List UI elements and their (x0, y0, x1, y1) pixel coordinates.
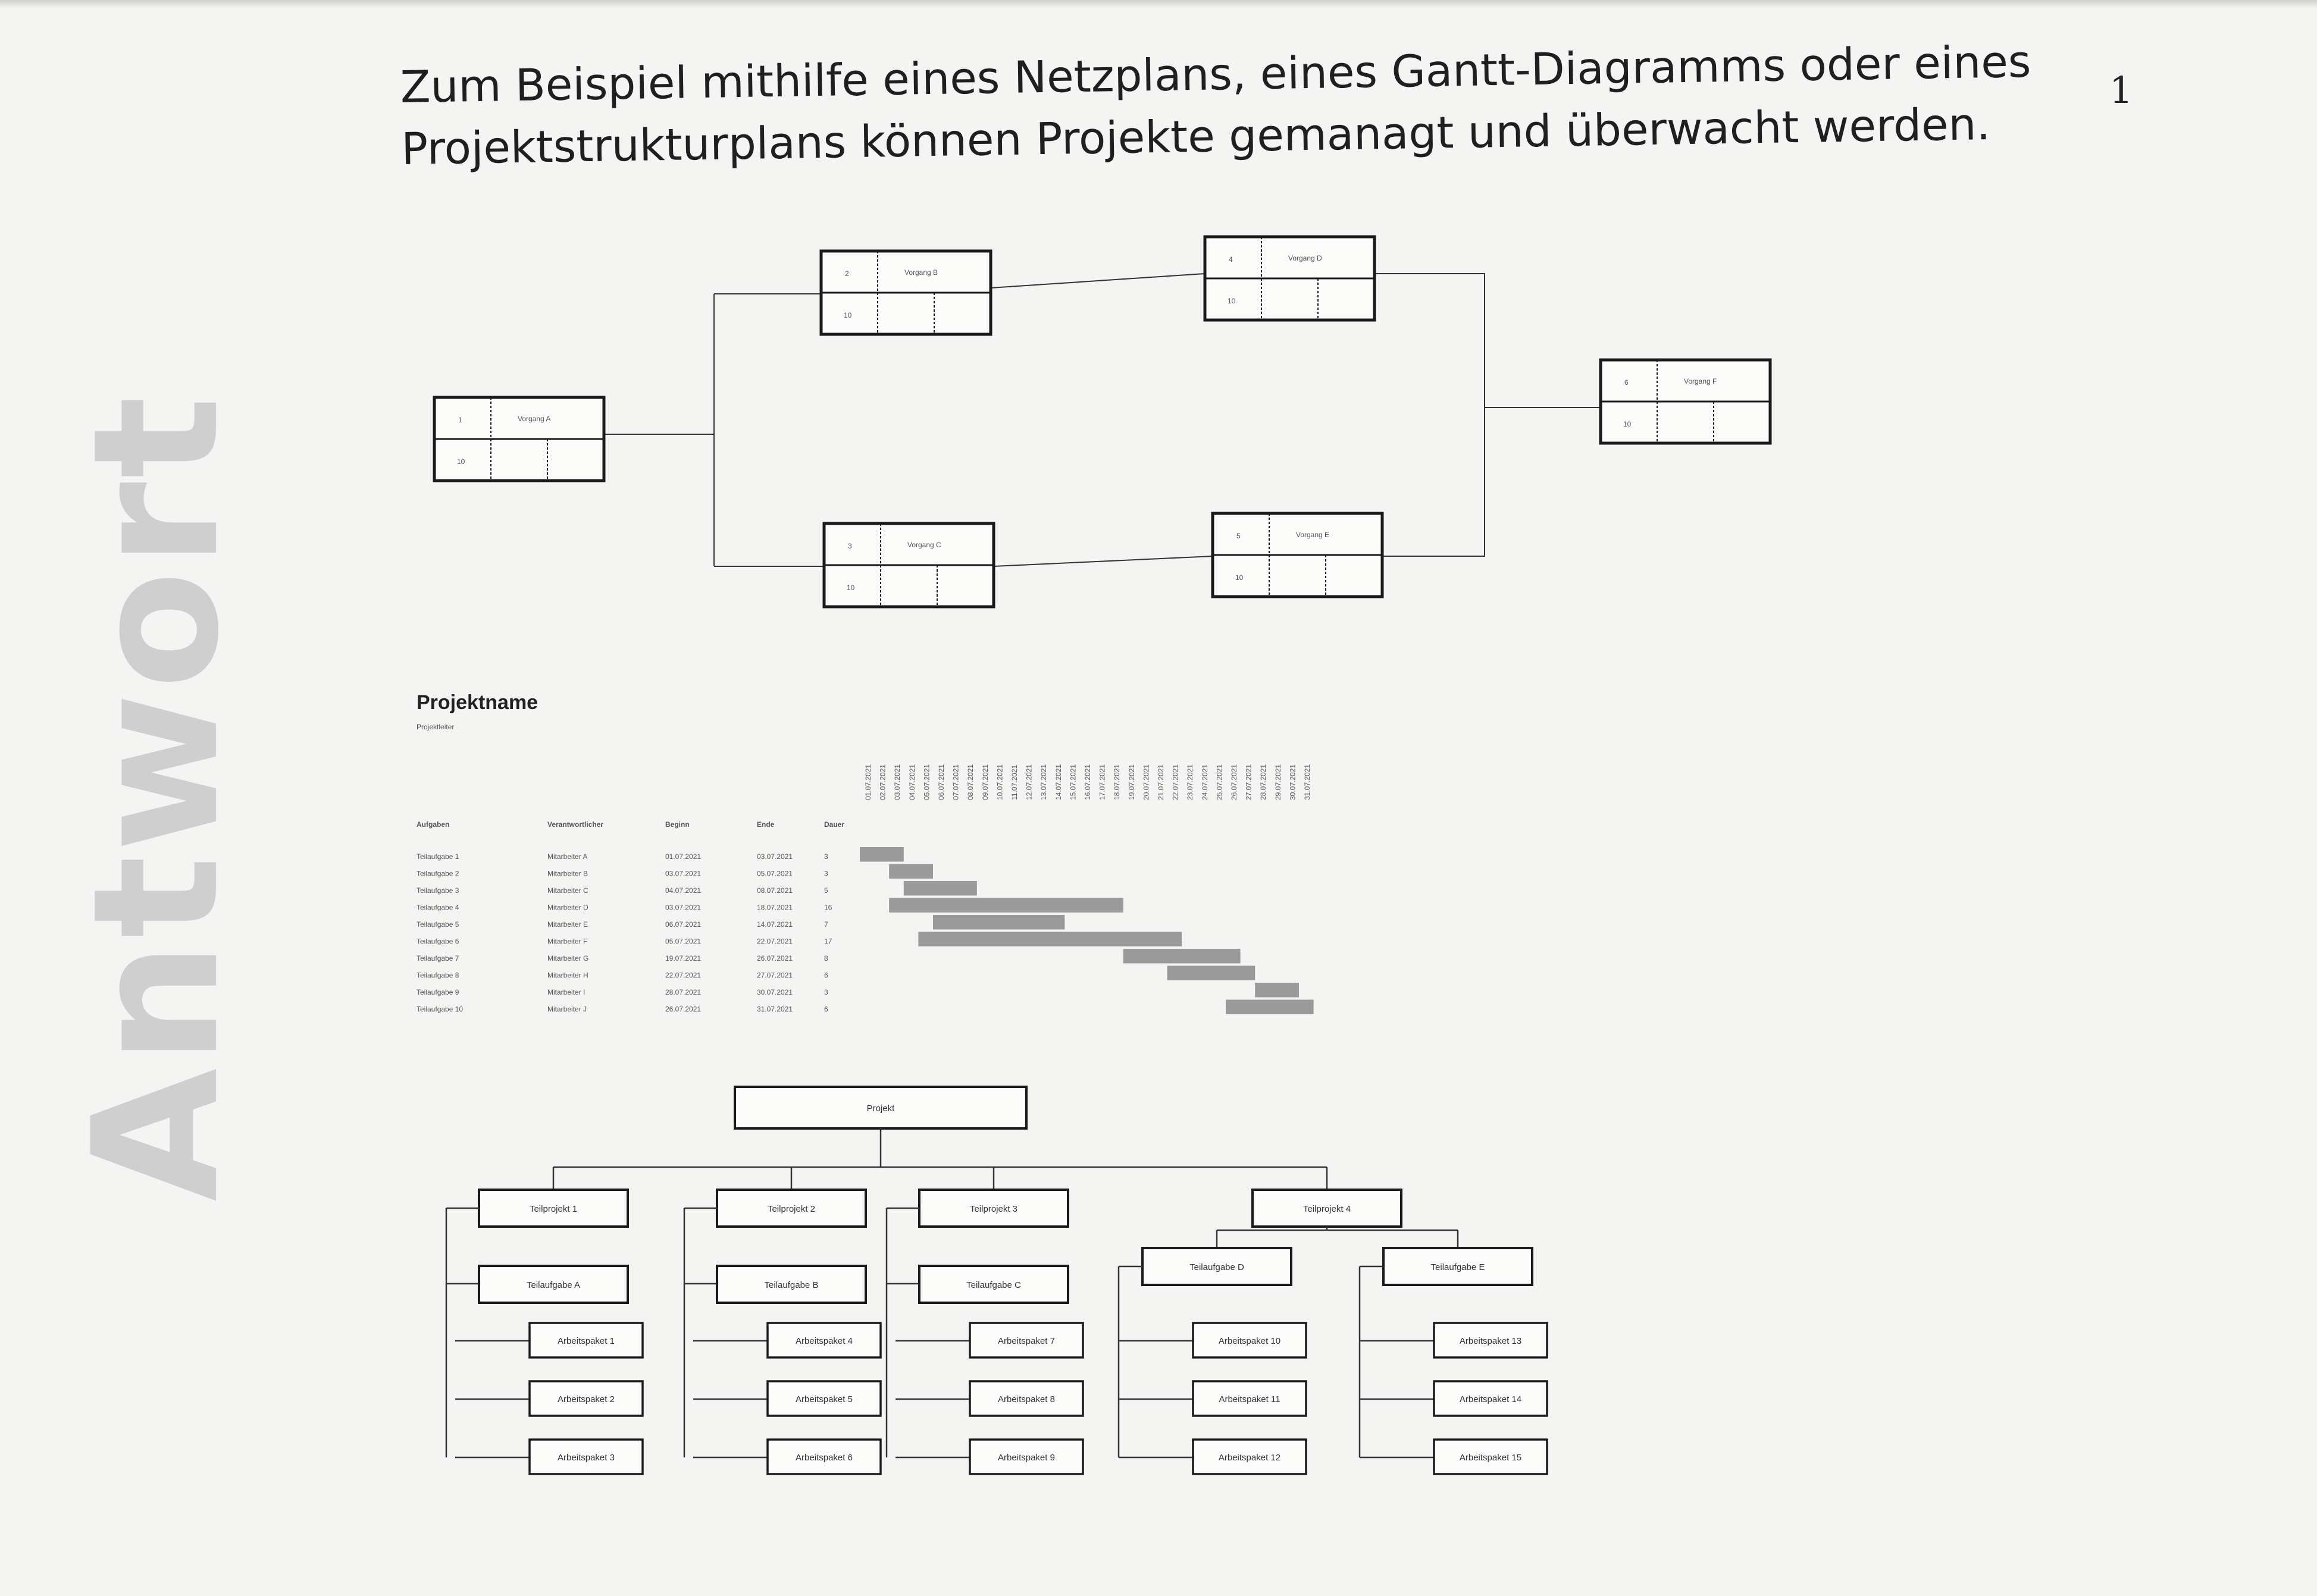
network-node-number: 4 (1229, 255, 1233, 264)
network-node-label: Vorgang B (904, 268, 938, 277)
network-node-number: 3 (848, 542, 852, 550)
structure-work-package (1434, 1440, 1547, 1474)
gantt-task-end: 05.07.2021 (757, 869, 793, 878)
structure-subproject-label: Teilprojekt 2 (767, 1204, 816, 1214)
answer-text-line-2: Projektstrukturplans können Projekte gemanagt und überwacht werden. (400, 99, 1991, 175)
structure-work-package (970, 1381, 1083, 1416)
gantt-title: Projektname (417, 691, 538, 714)
structure-subproject (1253, 1190, 1401, 1227)
structure-work-package (1434, 1381, 1547, 1416)
gantt-task-name: Teilaufgabe 7 (417, 954, 459, 962)
gantt-task-duration: 5 (824, 886, 828, 895)
structure-work-package-label: Arbeitspaket 7 (998, 1336, 1055, 1346)
gantt-task-name: Teilaufgabe 10 (417, 1005, 464, 1014)
gantt-task-owner: Mitarbeiter B (547, 869, 588, 878)
structure-work-package-label: Arbeitspaket 1 (558, 1336, 615, 1346)
gantt-task-start: 26.07.2021 (665, 1005, 702, 1014)
gantt-date-label: 13.07.2021 (1039, 764, 1048, 800)
gantt-task-duration: 3 (824, 852, 828, 861)
gantt-task-start: 03.07.2021 (665, 903, 702, 912)
structure-work-package-label: Arbeitspaket 10 (1218, 1336, 1281, 1346)
structure-work-package (768, 1440, 881, 1474)
structure-work-package (530, 1440, 643, 1474)
network-node-duration: 10 (1235, 573, 1244, 582)
gantt-date-label: 01.07.2021 (864, 764, 872, 800)
gantt-date-label: 19.07.2021 (1127, 764, 1136, 800)
gantt-date-label: 17.07.2021 (1098, 764, 1107, 800)
structure-task-label: Teilaufgabe D (1189, 1262, 1244, 1272)
network-node-duration: 10 (457, 457, 465, 466)
gantt-task-duration: 8 (824, 954, 828, 962)
gantt-column-header: Ende (757, 820, 775, 829)
gantt-task-end: 31.07.2021 (757, 1005, 793, 1014)
gantt-date-label: 02.07.2021 (878, 764, 887, 800)
structure-work-package (530, 1381, 643, 1416)
structure-work-package-label: Arbeitspaket 3 (558, 1453, 615, 1463)
gantt-task-duration: 7 (824, 920, 828, 929)
gantt-task-name: Teilaufgabe 1 (417, 852, 459, 861)
structure-work-package (1434, 1323, 1547, 1357)
gantt-task-start: 19.07.2021 (665, 954, 702, 962)
gantt-column-header: Beginn (665, 820, 690, 829)
gantt-date-label: 05.07.2021 (922, 764, 931, 800)
gantt-date-label: 30.07.2021 (1288, 764, 1297, 800)
gantt-date-label: 26.07.2021 (1230, 764, 1238, 800)
gantt-task-owner: Mitarbeiter A (547, 852, 588, 861)
structure-subproject-label: Teilprojekt 1 (529, 1204, 578, 1214)
structure-work-package (970, 1323, 1083, 1357)
gantt-task-start: 28.07.2021 (665, 988, 702, 996)
gantt-task-owner: Mitarbeiter F (547, 937, 588, 946)
structure-subproject-label: Teilprojekt 4 (1302, 1204, 1351, 1214)
answer-side-label: Antwort (57, 392, 257, 1202)
structure-subproject (479, 1190, 628, 1227)
network-node-number: 6 (1624, 378, 1629, 387)
structure-work-package-label: Arbeitspaket 8 (998, 1394, 1055, 1404)
gantt-task-name: Teilaufgabe 9 (417, 988, 459, 996)
structure-subproject-label: Teilprojekt 3 (969, 1204, 1018, 1214)
gantt-task-name: Teilaufgabe 5 (417, 920, 459, 929)
gantt-date-label: 21.07.2021 (1157, 764, 1165, 800)
structure-work-package (530, 1323, 643, 1357)
gantt-date-label: 03.07.2021 (893, 764, 902, 800)
network-node-label: Vorgang D (1288, 254, 1322, 262)
gantt-date-label: 07.07.2021 (951, 764, 960, 800)
gantt-task-name: Teilaufgabe 3 (417, 886, 459, 895)
gantt-task-start: 22.07.2021 (665, 971, 702, 980)
gantt-date-label: 14.07.2021 (1054, 764, 1063, 800)
gantt-date-label: 09.07.2021 (981, 764, 990, 800)
gantt-date-label: 06.07.2021 (937, 764, 945, 800)
page-number: 1 (2109, 68, 2133, 112)
gantt-task-end: 18.07.2021 (757, 903, 793, 912)
structure-work-package (1193, 1440, 1306, 1474)
structure-root (735, 1087, 1026, 1128)
network-node-label: Vorgang E (1296, 531, 1330, 539)
gantt-date-label: 11.07.2021 (1010, 764, 1019, 800)
gantt-task-end: 08.07.2021 (757, 886, 793, 895)
gantt-date-label: 16.07.2021 (1084, 764, 1092, 800)
network-node-label: Vorgang F (1684, 377, 1717, 385)
structure-work-package-label: Arbeitspaket 6 (796, 1453, 853, 1463)
structure-task-label: Teilaufgabe B (764, 1280, 819, 1290)
answer-text-line-1: Zum Beispiel mithilfe eines Netzplans, eines Gantt-Diagramms oder eines (400, 36, 2031, 113)
network-node-duration: 10 (1228, 297, 1236, 305)
structure-work-package (768, 1323, 881, 1357)
gantt-task-name: Teilaufgabe 4 (417, 903, 459, 912)
gantt-task-duration: 17 (824, 937, 832, 946)
structure-subproject (717, 1190, 866, 1227)
network-node-label: Vorgang C (907, 541, 941, 549)
gantt-task-end: 03.07.2021 (757, 852, 793, 861)
gantt-date-label: 12.07.2021 (1025, 764, 1034, 800)
gantt-task-end: 30.07.2021 (757, 988, 793, 996)
structure-work-package-label: Arbeitspaket 2 (558, 1394, 615, 1404)
network-node-duration: 10 (1623, 420, 1632, 428)
gantt-task-duration: 3 (824, 869, 828, 878)
structure-work-package-label: Arbeitspaket 4 (796, 1336, 853, 1346)
structure-subproject (919, 1190, 1068, 1227)
gantt-task-owner: Mitarbeiter J (547, 1005, 587, 1014)
structure-task (717, 1266, 866, 1303)
gantt-task-start: 03.07.2021 (665, 869, 702, 878)
gantt-column-header: Verantwortlicher (547, 820, 604, 829)
gantt-task-owner: Mitarbeiter G (547, 954, 589, 962)
gantt-task-start: 01.07.2021 (665, 852, 702, 861)
gantt-date-label: 04.07.2021 (907, 764, 916, 800)
network-node-number: 2 (845, 269, 849, 278)
gantt-task-duration: 16 (824, 903, 832, 912)
gantt-task-name: Teilaufgabe 6 (417, 937, 459, 946)
structure-work-package-label: Arbeitspaket 13 (1459, 1336, 1522, 1346)
gantt-date-label: 08.07.2021 (966, 764, 975, 800)
gantt-date-label: 10.07.2021 (995, 764, 1004, 800)
network-node-number: 5 (1236, 532, 1241, 540)
gantt-task-owner: Mitarbeiter I (547, 988, 585, 996)
gantt-task-name: Teilaufgabe 2 (417, 869, 459, 878)
gantt-date-label: 31.07.2021 (1303, 764, 1311, 800)
gantt-date-label: 25.07.2021 (1215, 764, 1224, 800)
structure-work-package-label: Arbeitspaket 15 (1459, 1453, 1522, 1463)
structure-work-package-label: Arbeitspaket 9 (998, 1453, 1055, 1463)
gantt-task-owner: Mitarbeiter H (547, 971, 588, 980)
structure-task (1383, 1248, 1532, 1285)
gantt-task-duration: 3 (824, 988, 828, 996)
gantt-date-label: 15.07.2021 (1069, 764, 1078, 800)
structure-work-package-label: Arbeitspaket 14 (1459, 1394, 1522, 1404)
gantt-date-label: 27.07.2021 (1244, 764, 1253, 800)
gantt-task-owner: Mitarbeiter D (547, 903, 588, 912)
gantt-task-end: 14.07.2021 (757, 920, 793, 929)
gantt-date-label: 24.07.2021 (1200, 764, 1209, 800)
gantt-task-name: Teilaufgabe 8 (417, 971, 459, 980)
gantt-date-label: 28.07.2021 (1259, 764, 1268, 800)
structure-task-label: Teilaufgabe E (1430, 1262, 1485, 1272)
gantt-task-end: 27.07.2021 (757, 971, 793, 980)
structure-root-label: Projekt (866, 1103, 895, 1114)
structure-work-package (1193, 1323, 1306, 1357)
gantt-task-start: 06.07.2021 (665, 920, 702, 929)
structure-task-label: Teilaufgabe A (526, 1280, 581, 1290)
gantt-date-label: 23.07.2021 (1186, 764, 1195, 800)
gantt-date-label: 18.07.2021 (1113, 764, 1122, 800)
structure-work-package (970, 1440, 1083, 1474)
structure-task (919, 1266, 1068, 1303)
gantt-column-header: Dauer (824, 820, 845, 829)
gantt-task-owner: Mitarbeiter C (547, 886, 588, 895)
gantt-task-end: 26.07.2021 (757, 954, 793, 962)
network-node-duration: 10 (847, 584, 855, 592)
network-node-number: 1 (458, 416, 462, 424)
structure-work-package (768, 1381, 881, 1416)
gantt-task-duration: 6 (824, 1005, 828, 1014)
structure-task (1142, 1248, 1291, 1285)
gantt-task-start: 04.07.2021 (665, 886, 702, 895)
gantt-task-end: 22.07.2021 (757, 937, 793, 946)
gantt-task-start: 05.07.2021 (665, 937, 702, 946)
gantt-date-label: 20.07.2021 (1142, 764, 1151, 800)
structure-work-package-label: Arbeitspaket 11 (1219, 1394, 1280, 1404)
gantt-task-owner: Mitarbeiter E (547, 920, 588, 929)
gantt-task-duration: 6 (824, 971, 828, 980)
structure-task (479, 1266, 628, 1303)
network-node-duration: 10 (844, 311, 852, 319)
structure-task-label: Teilaufgabe C (966, 1280, 1021, 1290)
gantt-date-label: 22.07.2021 (1171, 764, 1180, 800)
structure-work-package-label: Arbeitspaket 5 (796, 1394, 853, 1404)
structure-work-package (1193, 1381, 1306, 1416)
gantt-date-label: 29.07.2021 (1273, 764, 1282, 800)
structure-work-package-label: Arbeitspaket 12 (1218, 1453, 1281, 1463)
gantt-subtitle: Projektleiter (417, 723, 455, 731)
network-node-label: Vorgang A (518, 415, 551, 423)
gantt-column-header: Aufgaben (417, 820, 450, 829)
